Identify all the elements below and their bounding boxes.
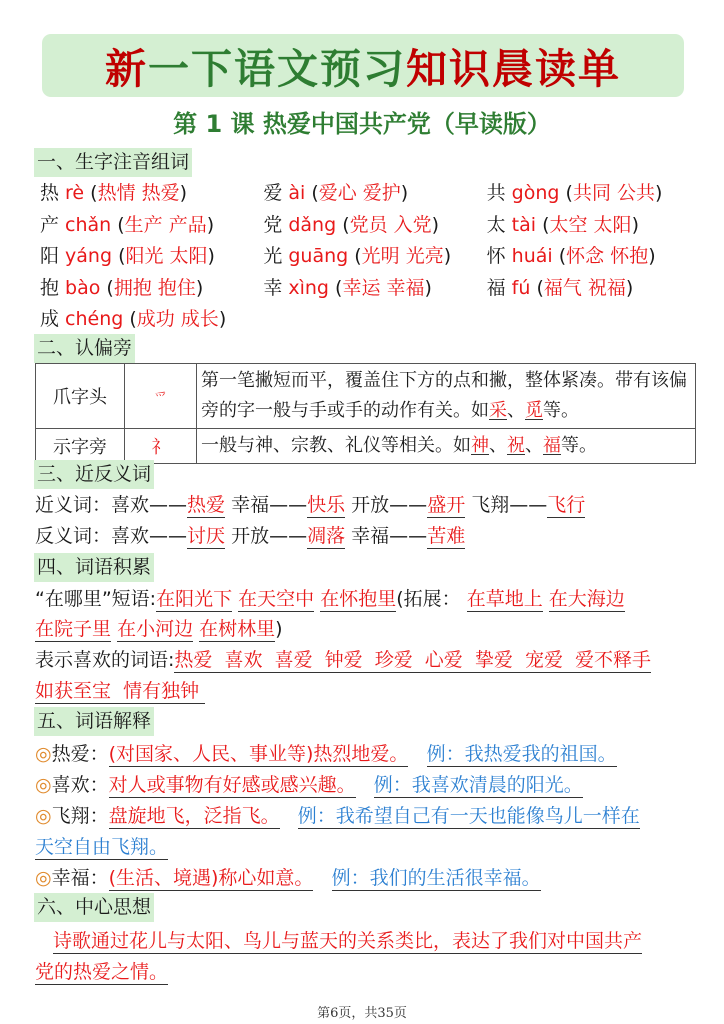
- radical-glyph: 礻: [125, 429, 197, 464]
- answer: 快乐: [307, 494, 346, 516]
- word-pair: 党员 入党: [349, 213, 432, 236]
- radical-glyph: 爫: [125, 364, 197, 429]
- paren: (: [311, 182, 319, 204]
- word-pair: 太空 太阳: [549, 213, 632, 236]
- example-char: 采: [489, 400, 507, 421]
- section-heading-synonyms: 三、近反义词: [34, 460, 154, 489]
- radical-desc: [197, 429, 696, 464]
- hanzi: 怀: [486, 245, 506, 267]
- central-idea-line-2: [35, 957, 168, 988]
- word-pair: 拥抱 抱住: [113, 276, 196, 299]
- desc-text: 第一笔撇短而平，覆盖住下方的点和撇，整体紧凑。带有该偏旁的字一般与手或手的动作有关。如: [201, 370, 687, 421]
- char-row: [40, 178, 710, 210]
- central-idea: 诗歌通过花儿与太阳、鸟儿与蓝天的关系类比，表达了我们对中国共产: [53, 930, 643, 952]
- paren: ): [179, 182, 188, 204]
- char-item: [40, 210, 263, 242]
- sep: 、: [489, 435, 507, 456]
- bullet-icon: ◎: [35, 867, 52, 889]
- pinyin: bào: [65, 276, 101, 299]
- paren: ): [443, 245, 452, 267]
- hanzi: 产: [40, 213, 60, 236]
- word-pair: 热情 热爱: [97, 182, 180, 204]
- explanation-item: [35, 863, 541, 894]
- desc-text: 一般与神、宗教、礼仪等相关。如: [201, 435, 471, 456]
- central-idea-line: [53, 926, 642, 957]
- like-label: 表示喜欢的词语:: [35, 649, 175, 671]
- page-title: [105, 36, 621, 95]
- char-item: [487, 241, 710, 273]
- paren: (: [335, 276, 343, 299]
- hanzi: 太: [486, 213, 506, 236]
- word-pair: 共同 公共: [572, 182, 655, 204]
- hanzi: 热: [40, 182, 60, 204]
- phrase: 在树林里: [199, 618, 276, 640]
- sep: 、: [507, 400, 525, 421]
- paren: (: [542, 213, 550, 236]
- section-heading-accumulation: 四、词语积累: [34, 553, 154, 582]
- expand-label: (拓展：: [396, 588, 461, 610]
- desc-end: 等。: [543, 400, 579, 421]
- answer: 凋落: [307, 525, 346, 547]
- answer: 飞行: [547, 494, 586, 516]
- phrase: 在小河边: [117, 618, 194, 640]
- pinyin: ài: [288, 182, 306, 204]
- pinyin: fú: [511, 276, 531, 299]
- paren: ): [625, 276, 634, 299]
- char-item: [40, 273, 263, 305]
- hanzi: 光: [263, 245, 283, 267]
- title-part-2: 一下语文预习: [148, 45, 406, 93]
- like-words-line: [35, 645, 651, 676]
- char-item: [263, 210, 486, 242]
- paren: (: [129, 308, 137, 330]
- pinyin: huái: [511, 245, 553, 267]
- section-heading-characters: 一、生字注音组词: [34, 148, 192, 177]
- paren: (: [354, 245, 362, 267]
- char-row: [40, 273, 710, 305]
- paren: (: [118, 245, 126, 267]
- hanzi: 共: [486, 182, 506, 204]
- word-pair: 阳光 太阳: [125, 245, 208, 267]
- phrase: 在草地上: [466, 588, 543, 610]
- hanzi: 党: [263, 213, 283, 236]
- paren: ): [195, 276, 204, 299]
- char-item: [40, 178, 263, 210]
- word: 喜欢——: [111, 494, 188, 516]
- phrase: 在院子里: [35, 618, 112, 640]
- bullet-icon: ◎: [35, 743, 52, 765]
- word: 幸福——: [231, 494, 308, 516]
- radical-table: [35, 363, 696, 464]
- word-pair: 爱心 爱护: [318, 182, 401, 204]
- pinyin: dǎng: [288, 213, 337, 236]
- antonyms-line: [35, 521, 465, 552]
- char-item: [40, 241, 263, 273]
- hanzi: 福: [486, 276, 506, 299]
- meaning: 盘旋地飞，泛指飞。: [108, 805, 280, 827]
- word-pair: 光明 光亮: [361, 245, 444, 267]
- paren: ): [207, 245, 215, 267]
- phrase: 在怀抱里: [320, 588, 397, 610]
- example: 例：我喜欢清晨的阳光。: [373, 774, 583, 796]
- bullet-icon: ◎: [35, 774, 52, 796]
- title-part-3: 知识晨读单: [406, 45, 621, 93]
- expand-close: ): [275, 618, 283, 640]
- paren: (: [117, 213, 125, 236]
- section-heading-explanations: 五、词语解释: [34, 707, 154, 736]
- where-label: “在哪里”短语:: [35, 588, 157, 610]
- char-item: [263, 241, 486, 273]
- char-item: [40, 304, 264, 336]
- explanation-item: [35, 770, 583, 801]
- synonyms-label: 近义词：: [35, 494, 112, 516]
- word-pair: 生产 产品: [124, 213, 207, 236]
- paren: ): [631, 213, 639, 236]
- title-banner: [42, 34, 684, 97]
- paren: ): [431, 213, 440, 236]
- page-number: 第6页，共35页: [317, 1006, 407, 1021]
- answer: 苦难: [427, 525, 466, 547]
- paren: ): [424, 276, 432, 299]
- radical-name: 示字旁: [36, 429, 125, 464]
- hanzi: 抱: [40, 276, 60, 299]
- sep: 、: [525, 435, 543, 456]
- explanation-item-cont: [35, 832, 168, 863]
- pinyin: rè: [65, 182, 85, 204]
- meaning: (生活、境遇)称心如意。: [108, 867, 314, 889]
- meaning: 对人或事物有好感或感兴趣。: [108, 774, 356, 796]
- answer: 热爱: [187, 494, 226, 516]
- pinyin: guāng: [288, 245, 349, 267]
- example: 例：我热爱我的祖国。: [426, 743, 617, 765]
- central-idea: 党的热爱之情。: [35, 961, 169, 983]
- char-item: [487, 210, 710, 242]
- term: 热爱：: [51, 743, 109, 765]
- pinyin: gòng: [511, 182, 560, 204]
- paren: (: [565, 182, 573, 204]
- paren: (: [558, 245, 567, 267]
- like-words: 热爱 喜欢 喜爱 钟爱 珍爱 心爱 挚爱 宠爱 爱不释手: [174, 649, 652, 671]
- term: 幸福：: [51, 867, 109, 889]
- example-char: 福: [543, 435, 561, 456]
- synonyms-line: [35, 490, 585, 521]
- hanzi: 爱: [263, 182, 283, 204]
- paren: (: [342, 213, 350, 236]
- word: 开放——: [351, 494, 428, 516]
- example-char: 觅: [525, 400, 543, 421]
- explanation-item: [35, 739, 617, 770]
- section-heading-radicals: 二、认偏旁: [34, 334, 135, 363]
- phrase: 在大海边: [548, 588, 625, 610]
- example: 天空自由飞翔。: [35, 836, 169, 858]
- antonyms-label: 反义词：: [35, 525, 112, 547]
- table-row: [36, 364, 696, 429]
- pinyin: yáng: [65, 245, 113, 267]
- word-pair: 福气 祝福: [543, 276, 626, 299]
- paren: ): [648, 245, 656, 267]
- term: 飞翔：: [51, 805, 109, 827]
- pinyin: chǎn: [65, 213, 112, 236]
- like-words: 如获至宝 情有独钟: [35, 680, 206, 702]
- section-heading-central-idea: 六、中心思想: [34, 893, 154, 922]
- word: 喜欢——: [111, 525, 188, 547]
- paren: ): [400, 182, 409, 204]
- phrase: 在阳光下: [156, 588, 233, 610]
- table-row: [36, 429, 696, 464]
- pinyin: tài: [511, 213, 537, 236]
- where-phrases-line-2: [35, 614, 283, 645]
- desc-end: 等。: [561, 435, 597, 456]
- hanzi: 幸: [263, 276, 283, 299]
- character-grid: [40, 178, 710, 336]
- term: 喜欢：: [51, 774, 109, 796]
- word: 开放——: [231, 525, 308, 547]
- phrase: 在天空中: [238, 588, 315, 610]
- like-words-line-2: [35, 676, 205, 707]
- example-char: 神: [471, 435, 489, 456]
- paren: ): [654, 182, 663, 204]
- answer: 盛开: [427, 494, 466, 516]
- radical-desc: [197, 364, 696, 429]
- pinyin: xìng: [288, 276, 329, 299]
- pinyin: chéng: [65, 308, 124, 330]
- char-item: [487, 273, 710, 305]
- example: 例：我们的生活很幸福。: [331, 867, 541, 889]
- radical-name: 爪字头: [36, 364, 125, 429]
- word: 飞翔——: [471, 494, 548, 516]
- word-pair: 幸运 幸福: [342, 276, 425, 299]
- paren: ): [218, 308, 227, 330]
- char-item: [487, 178, 710, 210]
- bullet-icon: ◎: [35, 805, 52, 827]
- example: 例：我希望自己有一天也能像鸟儿一样在: [297, 805, 640, 827]
- paren: ): [206, 213, 215, 236]
- char-row: [40, 210, 710, 242]
- example-char: 祝: [507, 435, 525, 456]
- meaning: (对国家、人民、事业等)热烈地爱。: [108, 743, 409, 765]
- paren: (: [536, 276, 544, 299]
- char-row: [40, 241, 710, 273]
- hanzi: 成: [40, 308, 60, 330]
- title-part-1: 新: [105, 45, 148, 93]
- hanzi: 阳: [40, 245, 60, 267]
- paren: (: [90, 182, 98, 204]
- word: 幸福——: [351, 525, 428, 547]
- char-item: [263, 273, 486, 305]
- word-pair: 怀念 怀抱: [566, 245, 649, 267]
- char-row: [40, 304, 710, 336]
- answer: 讨厌: [187, 525, 226, 547]
- char-item: [263, 178, 486, 210]
- where-phrases-line: [35, 584, 625, 615]
- paren: (: [106, 276, 114, 299]
- word-pair: 成功 成长: [136, 308, 219, 330]
- explanation-item: [35, 801, 640, 832]
- lesson-subtitle: 第 1 课 热爱中国共产党（早读版）: [173, 110, 551, 138]
